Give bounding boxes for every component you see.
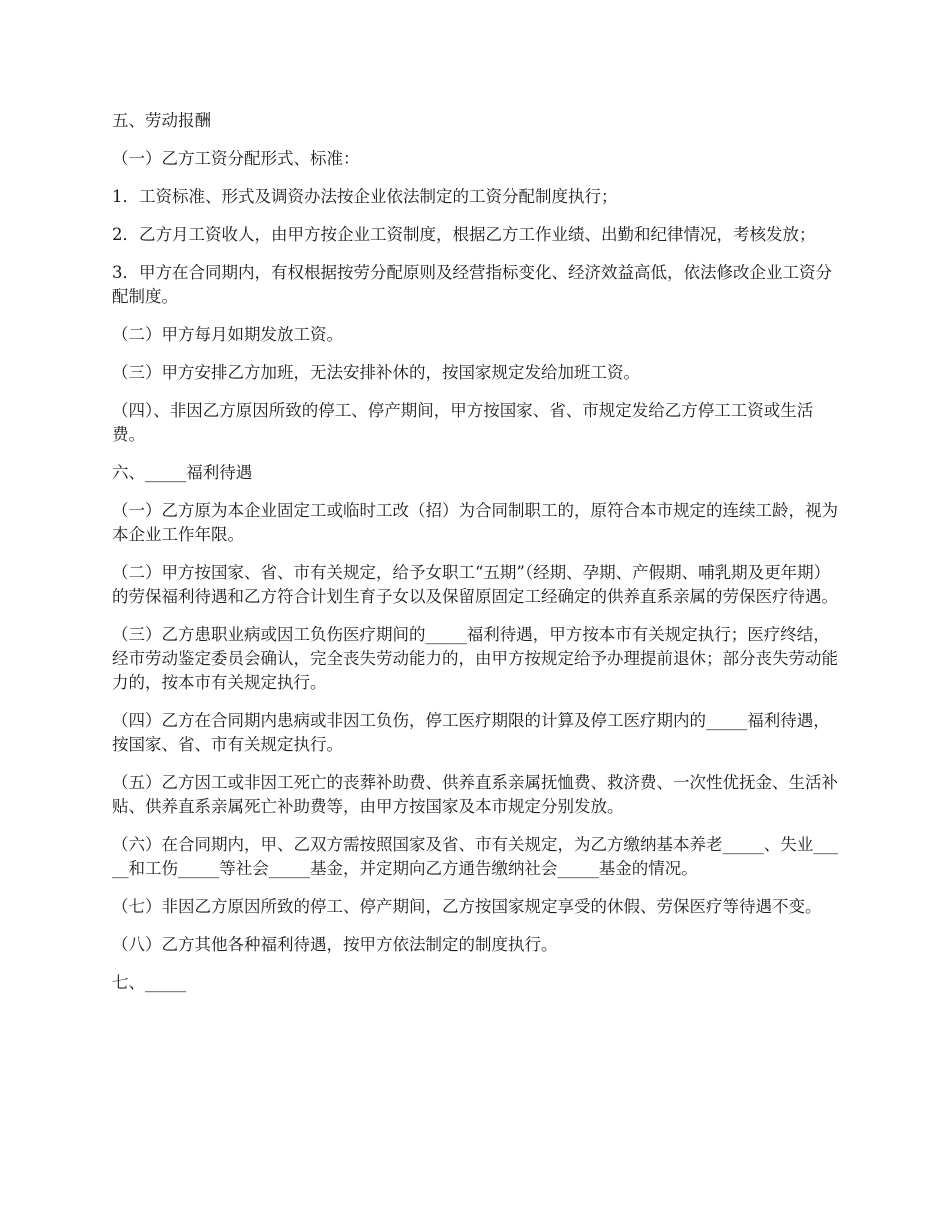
paragraph: （四）乙方在合同期内患病或非因工负伤，停工医疗期限的计算及停工医疗期内的_____福利待遇，按国家、省、市有关规定执行。 [112,711,830,754]
paragraph: （二）甲方按国家、省、市有关规定，给予女职工“五期”（经期、孕期、产假期、哺乳期及更年期）的劳保福利待遇和乙方符合计划生育子女以及保留原固定工经确定的供养直系亲属的劳保医疗待遇。 [112,563,838,606]
paragraph: （二）甲方每月如期发放工资。 [112,325,343,344]
paragraph: （三）乙方患职业病或因工负伤医疗期间的_____福利待遇，甲方按本市有关规定执行；医疗终结，经市劳动鉴定委员会确认，完全丧失劳动能力的，由甲方按规定给予办理提前退休；部分丧失劳动能力的，按本市有关规定执行。 [112,625,838,692]
paragraph: （四）、非因乙方原因所致的停工、停产期间，甲方按国家、省、市规定发给乙方停工工资或生活费。 [112,401,814,444]
document-body [112,109,842,1009]
paragraph: （一）乙方工资分配形式、标准： [112,149,360,168]
paragraph: （三）甲方安排乙方加班，无法安排补休的，按国家规定发给加班工资。 [112,363,640,382]
paragraph: （六）在合同期内，甲、乙双方需按照国家及省、市有关规定，为乙方缴纳基本养老_____、失业_____和工伤_____等社会_____基金，并定期向乙方通告缴纳社会_____基金的情况。 [112,835,838,878]
paragraph: （五）乙方因工或非因工死亡的丧葬补助费、供养直系亲属抚恤费、救济费、一次性优抚金、生活补贴、供养直系亲属死亡补助费等，由甲方按国家及本市规定分别发放。 [112,773,838,816]
section-heading: 七、_____ [112,973,187,992]
section-heading: 五、劳动报酬 [112,111,211,130]
section-heading: 六、_____福利待遇 [112,463,253,482]
paragraph: （七）非因乙方原因所致的停工、停产期间，乙方按国家规定享受的休假、劳保医疗等待遇不变。 [112,897,822,916]
paragraph: 2．乙方月工资收人，由甲方按企业工资制度，根据乙方工作业绩、出勤和纪律情况，考核发放； [112,225,816,244]
paragraph: 1．工资标准、形式及调资办法按企业依法制定的工资分配制度执行； [112,187,618,206]
paragraph: （一）乙方原为本企业固定工或临时工改（招）为合同制职工的，原符合本市规定的连续工龄，视为本企业工作年限。 [112,501,838,544]
paragraph: 3．甲方在合同期内，有权根据按劳分配原则及经营指标变化、经济效益高低，依法修改企业工资分配制度。 [112,263,832,306]
paragraph: （八）乙方其他各种福利待遇，按甲方依法制定的制度执行。 [112,935,558,954]
